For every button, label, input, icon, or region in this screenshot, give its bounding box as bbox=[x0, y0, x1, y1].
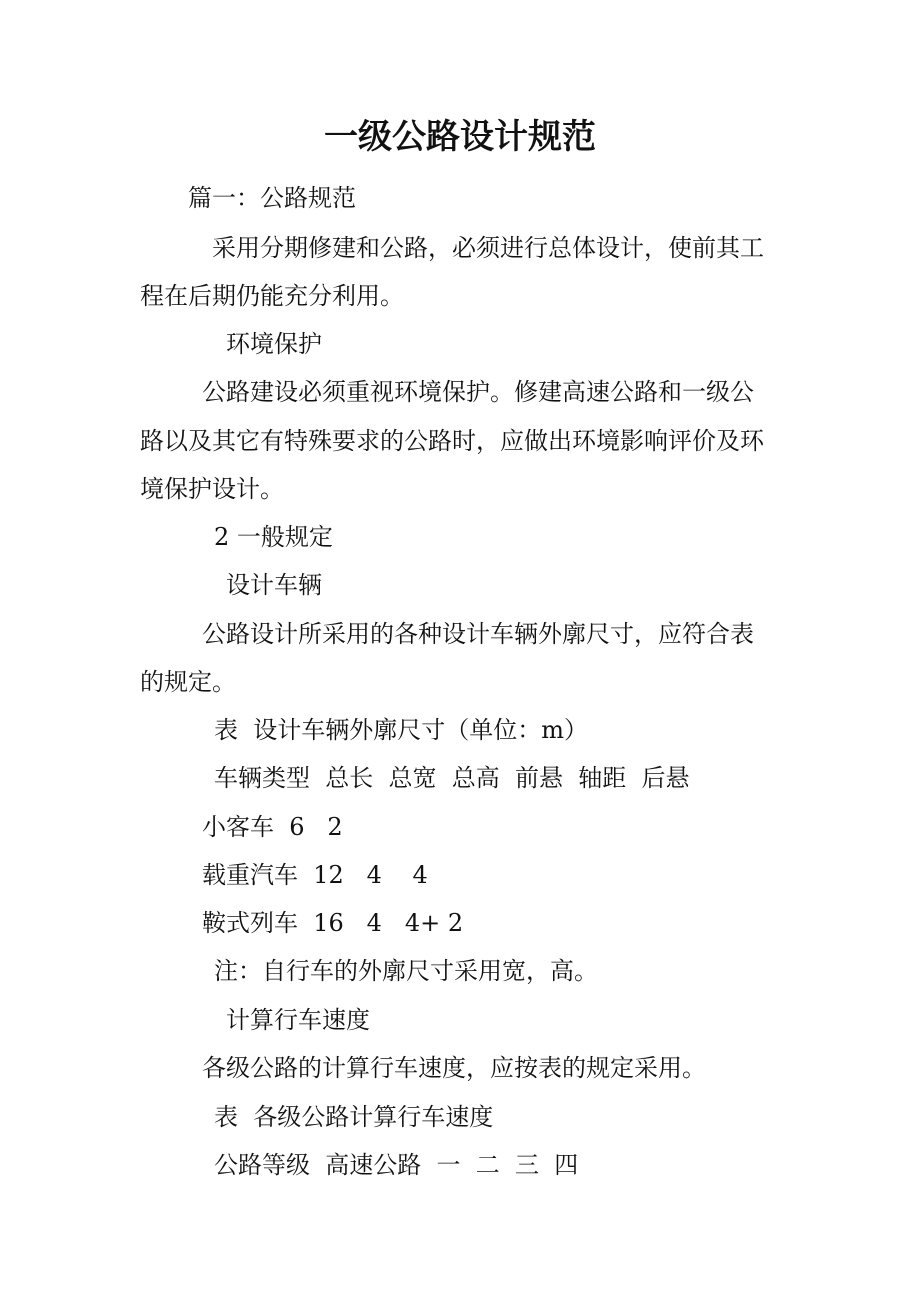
paragraph-line: 境保护设计。 bbox=[140, 475, 284, 503]
section-heading: 篇一：公路规范 bbox=[188, 184, 356, 212]
table-row: 鞍式列车 16 4 4+ 2 bbox=[202, 909, 464, 937]
paragraph-line: 的规定。 bbox=[140, 668, 236, 696]
paragraph-line: 路以及其它有特殊要求的公路时，应做出环境影响评价及环 bbox=[140, 427, 764, 455]
document-title: 一级公路设计规范 bbox=[324, 117, 596, 157]
subheading: 计算行车速度 bbox=[226, 1006, 370, 1034]
paragraph-line: 各级公路的计算行车速度，应按表的规定采用。 bbox=[202, 1054, 706, 1082]
subheading: 2 一般规定 bbox=[214, 523, 333, 551]
paragraph-line: 公路建设必须重视环境保护。修建高速公路和一级公 bbox=[202, 378, 754, 406]
table-note: 注：自行车的外廓尺寸采用宽，高。 bbox=[214, 957, 598, 985]
table-header-row: 车辆类型 总长 总宽 总高 前悬 轴距 后悬 bbox=[214, 764, 690, 792]
paragraph-line: 程在后期仍能充分利用。 bbox=[140, 282, 404, 310]
table-row: 载重汽车 12 4 4 bbox=[202, 861, 428, 889]
paragraph-line: 公路设计所采用的各种设计车辆外廓尺寸，应符合表 bbox=[202, 620, 754, 648]
table-header-row: 公路等级 高速公路 一 二 三 四 bbox=[214, 1151, 579, 1179]
table-caption: 表 各级公路计算行车速度 bbox=[214, 1103, 494, 1131]
table-row: 小客车 6 2 bbox=[202, 813, 343, 841]
subheading: 设计车辆 bbox=[226, 571, 322, 599]
paragraph-line: 采用分期修建和公路，必须进行总体设计，使前其工 bbox=[212, 234, 764, 262]
subheading: 环境保护 bbox=[226, 330, 322, 358]
table-caption: 表 设计车辆外廓尺寸（单位：m） bbox=[214, 716, 589, 744]
